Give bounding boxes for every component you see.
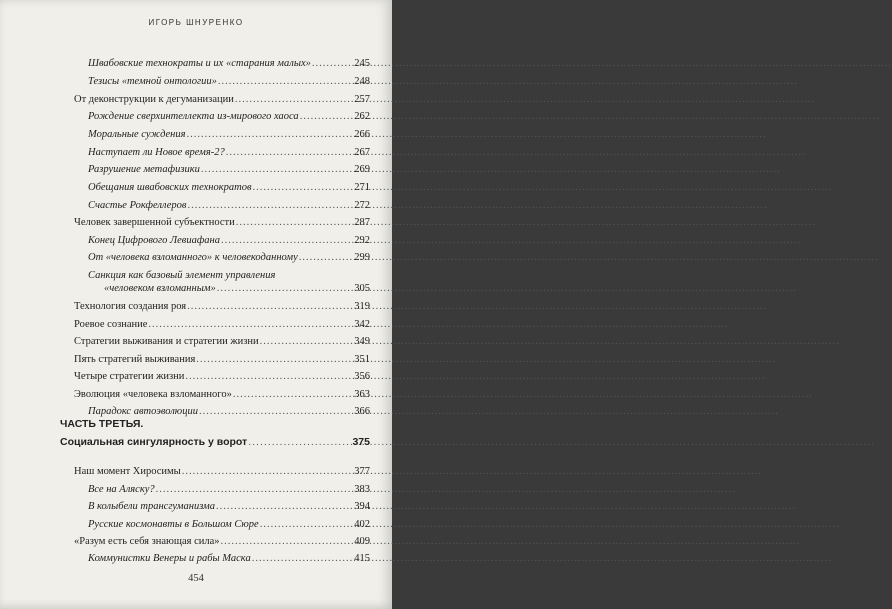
toc-entry: Роевое сознание ..... 342: [74, 319, 370, 331]
toc-entry: Русские космонавты в Большом Сюре ..... 402: [88, 519, 370, 531]
toc-entry: Рождение сверхинтеллекта из-мирового хаоса ..... 262: [88, 111, 370, 123]
page-number: 454: [188, 573, 204, 584]
toc-entry: Разрушение метафизики ..... 269: [88, 164, 370, 176]
toc-entry: Эволюция «человека взломанного» ..... 363: [74, 389, 370, 401]
book-page: [0, 0, 392, 609]
toc-entry: «человеком взломанным» ..... 305: [104, 283, 370, 295]
toc-entry: В колыбели трансгуманизма ..... 394: [88, 501, 370, 513]
toc-entry: Человек завершенной субъектности ..... 287: [74, 217, 370, 229]
toc-entry: Технология создания роя ..... 319: [74, 301, 370, 313]
toc-entry: Четыре стратегии жизни ..... 356: [74, 371, 370, 383]
toc-entry: Пять стратегий выживания ..... 351: [74, 354, 370, 366]
toc-entry: Все на Аляску? ..... 383: [88, 484, 370, 496]
part-label: ЧАСТЬ ТРЕТЬЯ.: [60, 418, 144, 430]
toc-entry: «Разум есть себя знающая сила» ..... 409: [74, 536, 370, 548]
toc-entry: Наш момент Хиросимы ..... 377: [74, 466, 370, 478]
toc-entry: Наступает ли Новое время-2? ..... 267: [88, 147, 370, 159]
toc-entry: Счастье Рокфеллеров ..... 272: [88, 200, 370, 212]
toc-entry: Швабовские технократы и их «старания малых» ..... 245: [88, 58, 370, 70]
toc-entry: Обещания швабовских технократов ..... 271: [88, 182, 370, 194]
toc-entry: От деконструкции к дегуманизации ..... 257: [74, 94, 370, 106]
toc-entry: Тезисы «темной онтологии» ..... 248: [88, 76, 370, 88]
toc-entry: Моральные суждения ..... 266: [88, 129, 370, 141]
toc-entry: От «человека взломанного» к человекоданному ..... 299: [88, 252, 370, 264]
toc-entry: Коммунистки Венеры и рабы Маска ..... 415: [88, 553, 370, 565]
toc-entry: Парадокс автоэволюции ..... 366: [88, 406, 370, 418]
toc-entry: Стратегии выживания и стратегии жизни ..... 349: [74, 336, 370, 348]
toc-entry: Конец Цифрового Левиафана ..... 292: [88, 235, 370, 247]
running-header: ИГОРЬ ШНУРЕНКО: [148, 18, 244, 27]
toc-entry: Санкция как базовый элемент управления: [88, 270, 276, 281]
part-title: Социальная сингулярность у ворот ..... 375: [60, 436, 370, 448]
